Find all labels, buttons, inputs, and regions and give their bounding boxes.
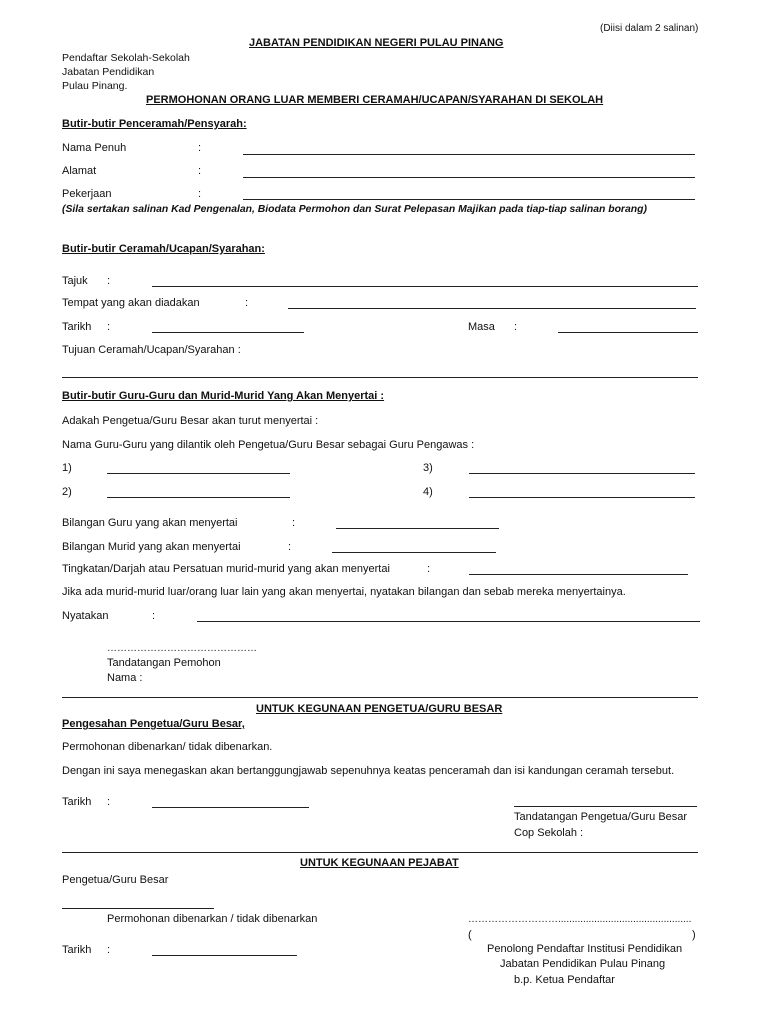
officer-title-line-1: Penolong Pendaftar Institusi Pendidikan [487, 943, 683, 955]
student-count-field[interactable] [332, 552, 496, 553]
full-name-field[interactable] [243, 154, 695, 155]
applicant-signature-label: Tandatangan Pemohon [107, 657, 221, 669]
state-field[interactable] [197, 621, 700, 622]
colon: : [427, 563, 431, 575]
student-count-label: Bilangan Murid yang akan menyertai [62, 541, 241, 553]
title-label: Tajuk [62, 275, 88, 287]
colon: : [198, 188, 202, 200]
paren-open: ( [468, 929, 472, 941]
attachment-note: (Sila sertakan salinan Kad Pengenalan, Biodata Permohon dan Surat Pelepasan Majikan pada tiap-tiap salinan borang) [62, 204, 647, 215]
class-label: Tingkatan/Darjah atau Persatuan murid-murid yang akan menyertai [62, 563, 390, 575]
office-date-field[interactable] [152, 955, 297, 956]
principal-section-heading: UNTUK KEGUNAAN PENGETUA/GURU BESAR [256, 703, 503, 715]
office-date-label: Tarikh [62, 944, 92, 956]
office-principal-field[interactable] [62, 908, 214, 909]
colon: : [288, 541, 292, 553]
participants-heading: Butir-butir Guru-Guru dan Murid-Murid Yang Akan Menyertai : [62, 390, 385, 402]
principal-date-label: Tarikh [62, 796, 92, 808]
outsiders-question: Jika ada murid-murid luar/orang luar lain yang akan menyertai, nyatakan bilangan dan sebab mereka menyertainya. [62, 586, 626, 598]
officer-signature-dots[interactable]: ………………………................................................ [468, 914, 692, 925]
colon: : [198, 142, 202, 154]
colon: : [107, 944, 111, 956]
full-name-label: Nama Penuh [62, 142, 127, 154]
paren-close: ) [692, 929, 696, 941]
colon: : [292, 517, 296, 529]
talk-heading: Butir-butir Ceramah/Ucapan/Syarahan: [62, 243, 265, 255]
colon: : [514, 321, 518, 333]
office-decision: Permohonan dibenarkan / tidak dibenarkan [107, 913, 318, 925]
time-label: Masa [468, 321, 495, 333]
teacher-3-field[interactable] [469, 473, 695, 474]
teacher-2-field[interactable] [107, 497, 290, 498]
purpose-label: Tujuan Ceramah/Ucapan/Syarahan : [62, 344, 241, 356]
colon: : [152, 610, 156, 622]
principal-decision: Permohonan dibenarkan/ tidak dibenarkan. [62, 741, 273, 753]
address-label: Alamat [62, 165, 97, 177]
colon: : [107, 796, 111, 808]
applicant-name-label: Nama : [107, 672, 143, 684]
title-field[interactable] [152, 286, 698, 287]
teachers-question: Nama Guru-Guru yang dilantik oleh Pengetua/Guru Besar sebagai Guru Pengawas : [62, 439, 475, 451]
office-section-heading: UNTUK KEGUNAAN PEJABAT [300, 857, 459, 869]
principal-signature-label: Tandatangan Pengetua/Guru Besar [514, 811, 688, 823]
number-label: 4) [423, 486, 433, 498]
principal-section-subheading: Pengesahan Pengetua/Guru Besar, [62, 718, 245, 730]
number-label: 2) [62, 486, 72, 498]
date-label: Tarikh [62, 321, 92, 333]
number-label: 3) [423, 462, 433, 474]
principal-declaration: Dengan ini saya menegaskan akan bertanggungjawab sepenuhnya keatas penceramah dan isi kandungan ceramah tersebut. [62, 765, 675, 777]
purpose-field[interactable] [62, 377, 698, 378]
address-line-1: Pendaftar Sekolah-Sekolah [62, 52, 190, 64]
teacher-count-label: Bilangan Guru yang akan menyertai [62, 517, 238, 529]
school-stamp-label: Cop Sekolah : [514, 827, 584, 839]
class-field[interactable] [469, 574, 688, 575]
form-title: PERMOHONAN ORANG LUAR MEMBERI CERAMAH/UCAPAN/SYARAHAN DI SEKOLAH [146, 94, 604, 106]
speaker-heading: Butir-butir Penceramah/Pensyarah: [62, 118, 247, 130]
number-label: 1) [62, 462, 72, 474]
teacher-1-field[interactable] [107, 473, 290, 474]
office-principal-label: Pengetua/Guru Besar [62, 874, 169, 886]
colon: : [107, 321, 111, 333]
date-field[interactable] [152, 332, 304, 333]
principal-signature-field[interactable] [514, 806, 697, 807]
section-divider [62, 852, 698, 853]
address-line-2: Jabatan Pendidikan [62, 66, 155, 78]
copies-note: (Diisi dalam 2 salinan) [600, 23, 699, 34]
time-field[interactable] [558, 332, 698, 333]
department-title: JABATAN PENDIDIKAN NEGERI PULAU PINANG [249, 37, 504, 49]
teacher-4-field[interactable] [469, 497, 695, 498]
venue-label: Tempat yang akan diadakan [62, 297, 200, 309]
principal-date-field[interactable] [152, 807, 309, 808]
section-divider [62, 697, 698, 698]
officer-title-line-3: b.p. Ketua Pendaftar [514, 974, 615, 986]
occupation-field[interactable] [243, 199, 695, 200]
colon: : [107, 275, 111, 287]
colon: : [245, 297, 249, 309]
colon: : [198, 165, 202, 177]
officer-title-line-2: Jabatan Pendidikan Pulau Pinang [500, 958, 666, 970]
address-field[interactable] [243, 177, 695, 178]
signature-dots[interactable]: ……………………………………… [107, 643, 257, 654]
address-line-3: Pulau Pinang. [62, 80, 128, 92]
occupation-label: Pekerjaan [62, 188, 112, 200]
state-label: Nyatakan [62, 610, 109, 622]
teacher-count-field[interactable] [336, 528, 499, 529]
venue-field[interactable] [288, 308, 696, 309]
principal-question: Adakah Pengetua/Guru Besar akan turut menyertai : [62, 415, 319, 427]
